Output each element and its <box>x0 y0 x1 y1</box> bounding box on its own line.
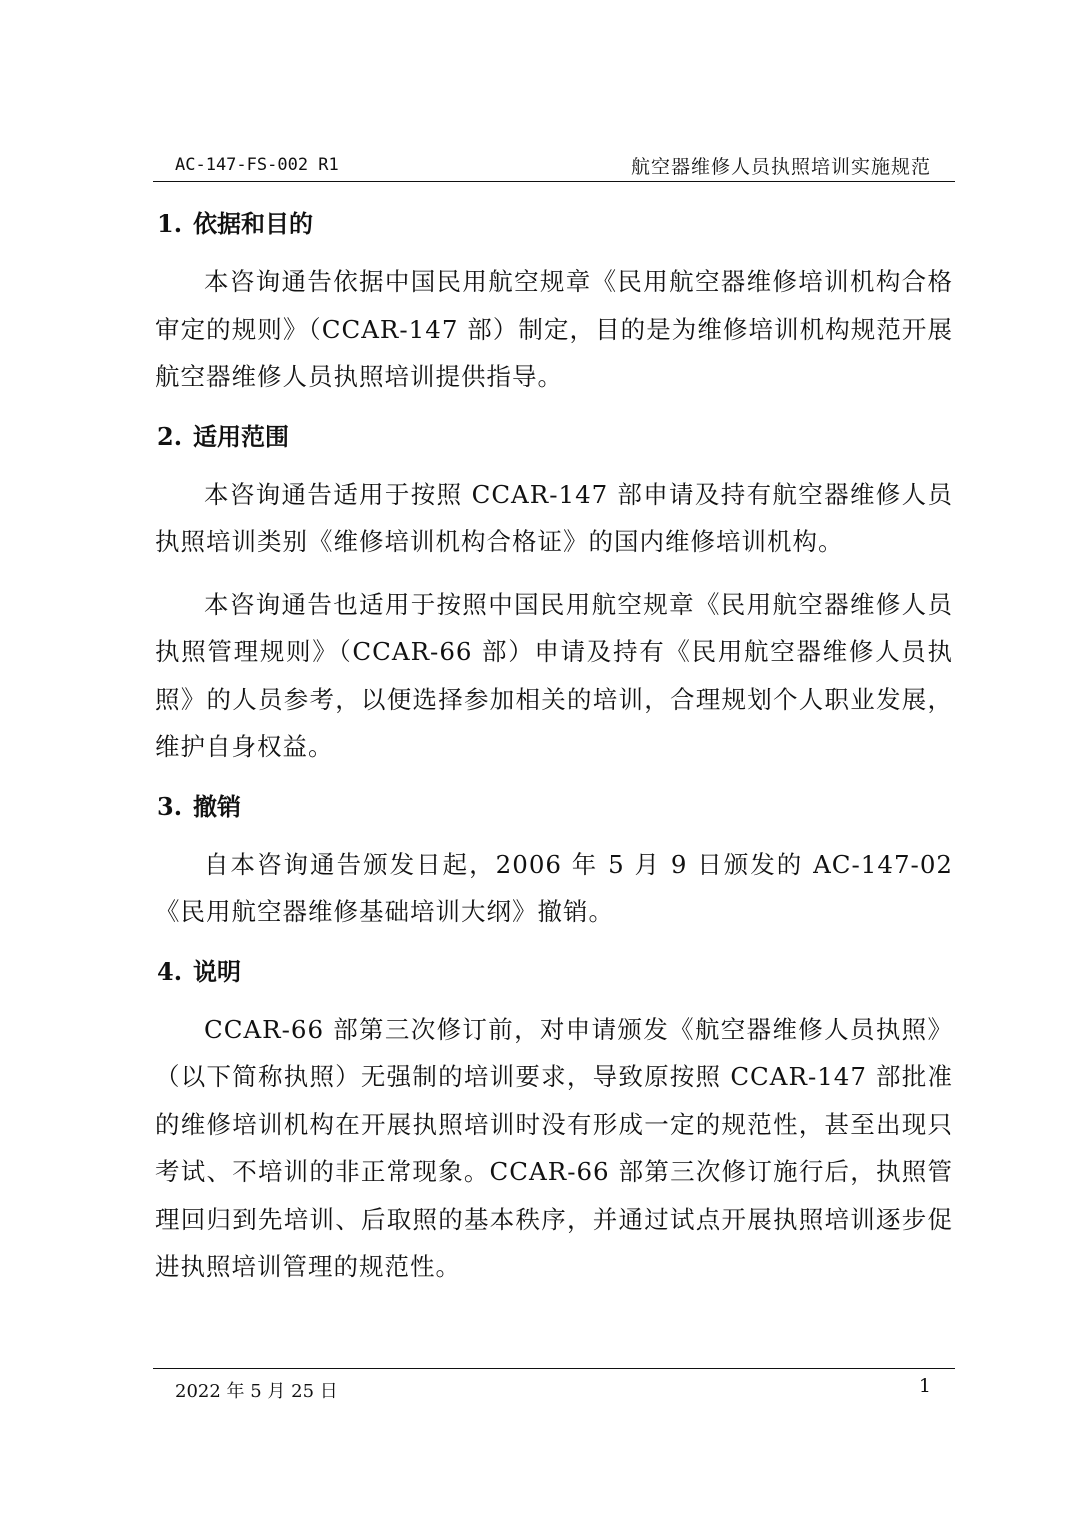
page-header <box>153 150 955 182</box>
page-number: 1 <box>918 1375 931 1397</box>
section-number: 1. <box>157 209 183 238</box>
section-title: 撤销 <box>193 791 241 821</box>
section-number: 2. <box>157 421 183 451</box>
page-footer <box>153 1368 955 1409</box>
section-heading <box>155 200 953 248</box>
section-number: 3. <box>157 791 183 821</box>
paragraph: CCAR-66 部第三次修订前，对申请颁发《航空器维修人员执照》（以下简称执照）无强制的培训要求，导致原按照 CCAR-147 部批准的维修培训机构在开展执照培训时没有形成一定的规范性，甚至出现只考试、不培训的非正常现象。CCAR-66 部第三次修订施行后，执照管理回归到先培训、后取照的基本秩序，并通过试点开展执照培训逐步促进执照培训管理的规范性。 <box>155 1014 953 1281</box>
paragraph: 本咨询通告依据中国民用航空规章《民用航空器维修培训机构合格审定的规则》（CCAR-147 部）制定，目的是为维修培训机构规范开展航空器维修人员执照培训提供指导。 <box>155 267 953 391</box>
section-heading <box>155 948 953 996</box>
paragraph: 自本咨询通告颁发日起，2006 年 5 月 9 日颁发的 AC-147-02《民用航空器维修基础培训大纲》撤销。 <box>155 849 953 926</box>
section-number: 4. <box>157 956 183 986</box>
document-code: AC-147-FS-002 R1 <box>175 155 339 175</box>
section-title: 依据和目的 <box>193 209 313 238</box>
section-heading <box>155 413 953 461</box>
section-explanation <box>155 948 953 1291</box>
paragraph: 本咨询通告也适用于按照中国民用航空规章《民用航空器维修人员执照管理规则》（CCAR-66 部）申请及持有《民用航空器维修人员执照》的人员参考，以便选择参加相关的培训，合理规划个人职业发展，维护自身权益。 <box>155 589 953 761</box>
section-scope <box>155 413 953 771</box>
document-body <box>155 200 953 1291</box>
section-basis-and-purpose <box>155 200 953 401</box>
section-heading <box>155 783 953 831</box>
paragraph: 本咨询通告适用于按照 CCAR-147 部申请及持有航空器维修人员执照培训类别《维修培训机构合格证》的国内维修培训机构。 <box>155 479 953 556</box>
issue-date: 2022 年 5 月 25 日 <box>175 1381 338 1402</box>
section-title: 说明 <box>193 956 241 986</box>
document-title: 航空器维修人员执照培训实施规范 <box>630 156 931 178</box>
section-revocation <box>155 783 953 936</box>
section-title: 适用范围 <box>193 421 289 451</box>
